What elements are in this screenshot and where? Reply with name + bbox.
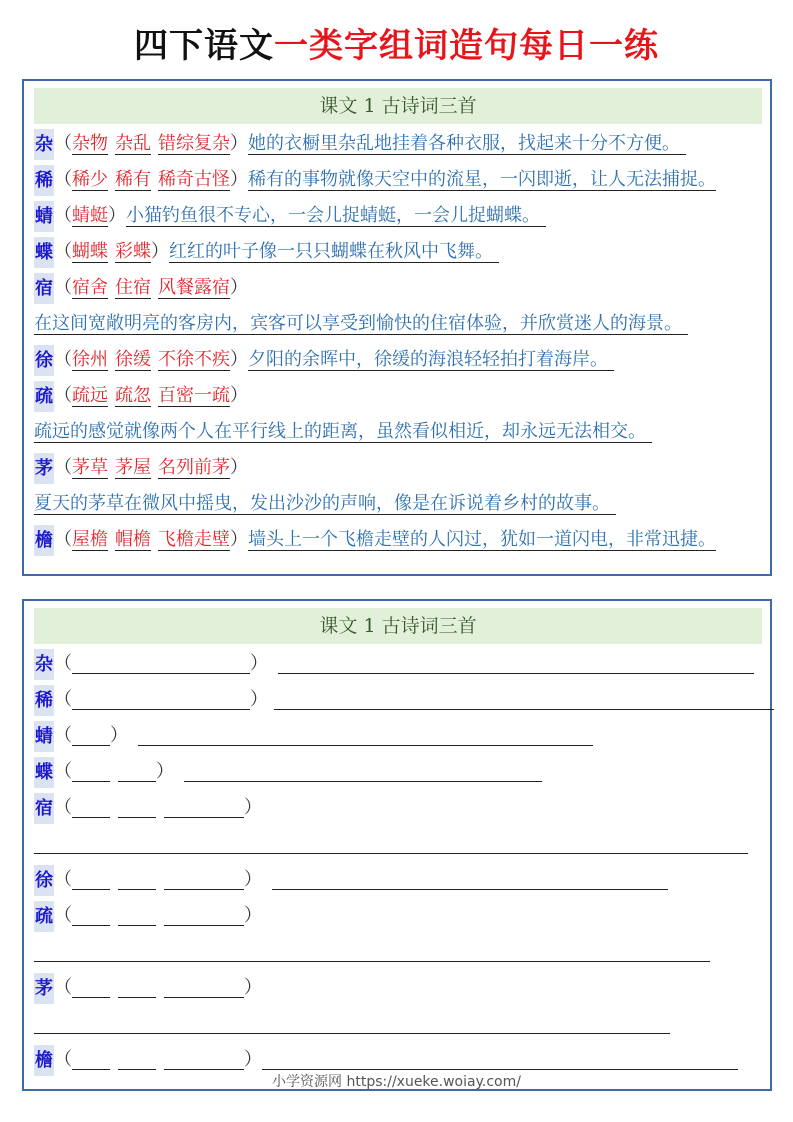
example-sentence: 在这间宽敞明亮的客房内，宾客可以享受到愉快的住宿体验，并欣赏迷人的海景。 [34,313,688,335]
word-blank[interactable] [164,907,244,926]
target-char: 疏 [34,901,54,932]
answer-sentence-row-mao [34,486,770,522]
sentence-blank[interactable] [34,835,748,854]
target-char: 宿 [34,793,54,824]
word: 蝴蝶 [72,241,108,262]
example-sentence: 夕阳的余晖中，徐缓的海浪轻轻拍打着海岸。 [248,349,614,371]
target-char: 蜻 [34,201,54,232]
word-blank[interactable] [72,871,110,890]
answer-row-qing: 蜻（蜻蜓）小猫钓鱼很不专心，一会儿捉蜻蜓，一会儿捉蝴蝶。 [34,198,770,234]
word-blank[interactable] [118,1051,156,1070]
practice-row-xi: 稀（ ） [34,682,770,718]
title-practice-name: 一类字组词造句每日一练 [274,26,659,66]
practice-row-yan: 檐（ ） [34,1042,770,1078]
word: 稀有 [115,169,151,190]
sentence-blank[interactable] [34,1015,670,1034]
answer-row-mao: 茅（茅草 茅屋 名列前茅） [34,450,770,486]
word: 茅屋 [115,457,151,478]
word-blank[interactable] [72,979,110,998]
word: 飞檐走壁 [158,529,230,550]
word-blank[interactable] [72,655,250,674]
answer-panel [22,79,772,576]
target-char: 杂 [34,649,54,680]
target-char: 稀 [34,165,54,196]
answer-sentence-row-su [34,306,770,342]
word-blank[interactable] [118,907,156,926]
sentence-blank[interactable] [274,691,774,710]
word: 错综复杂 [158,133,230,154]
practice-sentence-row-su [34,826,770,862]
sentence-blank[interactable] [262,1051,738,1070]
word: 杂乱 [115,133,151,154]
practice-row-die: 蝶（ ） [34,754,770,790]
example-sentence: 小猫钓鱼很不专心，一会儿捉蜻蜓，一会儿捉蝴蝶。 [126,205,546,227]
word: 帽檐 [115,529,151,550]
word: 风餐露宿 [158,277,230,298]
word: 稀奇古怪 [158,169,230,190]
target-char: 杂 [34,129,54,160]
word-blank[interactable] [164,799,244,818]
word: 宿舍 [72,277,108,298]
word: 杂物 [72,133,108,154]
target-char: 蝶 [34,757,54,788]
word-blank[interactable] [72,799,110,818]
word: 住宿 [115,277,151,298]
example-sentence: 疏远的感觉就像两个人在平行线上的距离，虽然看似相近，却永远无法相交。 [34,421,652,443]
practice-sentence-row-shu [34,934,770,970]
target-char: 徐 [34,345,54,376]
target-char: 檐 [34,525,54,556]
word-blank[interactable] [164,1051,244,1070]
word: 疏忽 [115,385,151,406]
target-char: 稀 [34,685,54,716]
answer-sentence-row-shu [34,414,770,450]
site-watermark: 小学资源网 https://xueke.woiay.com/ [272,1074,521,1090]
example-sentence: 红红的叶子像一只只蝴蝶在秋风中飞舞。 [169,241,499,263]
target-char: 疏 [34,381,54,412]
word-blank[interactable] [118,871,156,890]
word-blank[interactable] [118,799,156,818]
practice-panel [22,599,772,1091]
word: 百密一疏 [158,385,230,406]
practice-row-su: 宿（ ） [34,790,770,826]
word-blank[interactable] [72,1051,110,1070]
practice-row-xu: 徐（ ） [34,862,770,898]
sentence-blank[interactable] [184,763,542,782]
section-heading: 课文 1 古诗词三首 [34,88,762,124]
target-char: 茅 [34,973,54,1004]
word: 名列前茅 [158,457,230,478]
word: 茅草 [72,457,108,478]
target-char: 徐 [34,865,54,896]
answer-row-za: 杂（杂物 杂乱 错综复杂）她的衣橱里杂乱地挂着各种衣服，找起来十分不方便。 [34,126,770,162]
sentence-blank[interactable] [272,871,668,890]
section-heading: 课文 1 古诗词三首 [34,608,762,644]
page-title [0,24,793,68]
sentence-blank[interactable] [34,943,710,962]
practice-row-mao: 茅（ ） [34,970,770,1006]
sentence-blank[interactable] [138,727,593,746]
practice-sentence-row-mao [34,1006,770,1042]
word: 彩蝶 [115,241,151,262]
example-sentence: 墙头上一个飞檐走壁的人闪过，犹如一道闪电，非常迅捷。 [248,529,716,550]
answer-row-xu: 徐（徐州 徐缓 不徐不疾）夕阳的余晖中，徐缓的海浪轻轻拍打着海岸。 [34,342,770,378]
word-blank[interactable] [72,907,110,926]
target-char: 茅 [34,453,54,484]
word: 徐缓 [115,349,151,370]
answer-row-xi: 稀（稀少 稀有 稀奇古怪）稀有的事物就像天空中的流星，一闪即逝，让人无法捕捉。 [34,162,770,198]
target-char: 檐 [34,1045,54,1076]
word-blank[interactable] [72,727,110,746]
word: 不徐不疾 [158,349,230,370]
practice-row-shu: 疏（ ） [34,898,770,934]
target-char: 蝶 [34,237,54,268]
word: 疏远 [72,385,108,406]
example-sentence: 她的衣橱里杂乱地挂着各种衣服，找起来十分不方便。 [248,133,686,155]
title-grade-subject: 四下语文 [134,26,274,66]
answer-row-yan: 檐（屋檐 帽檐 飞檐走壁）墙头上一个飞檐走壁的人闪过，犹如一道闪电，非常迅捷。 [34,522,770,558]
word-blank[interactable] [72,763,110,782]
target-char: 蜻 [34,721,54,752]
word-blank[interactable] [72,691,250,710]
example-sentence: 夏天的茅草在微风中摇曳，发出沙沙的声响，像是在诉说着乡村的故事。 [34,493,616,515]
example-sentence: 稀有的事物就像天空中的流星，一闪即逝，让人无法捕捉。 [248,169,716,190]
answer-row-su: 宿（宿舍 住宿 风餐露宿） [34,270,770,306]
practice-row-qing: 蜻（ ） [34,718,770,754]
word: 稀少 [72,169,108,190]
word-blank[interactable] [118,979,156,998]
answer-row-shu: 疏（疏远 疏忽 百密一疏） [34,378,770,414]
word: 徐州 [72,349,108,370]
word-blank[interactable] [164,871,244,890]
word: 蜻蜓 [72,205,108,226]
word-blank[interactable] [164,979,244,998]
practice-row-za: 杂（ ） [34,646,770,682]
word-blank[interactable] [118,763,156,782]
sentence-blank[interactable] [278,655,754,674]
answer-row-die: 蝶（蝴蝶 彩蝶）红红的叶子像一只只蝴蝶在秋风中飞舞。 [34,234,770,270]
word: 屋檐 [72,529,108,550]
target-char: 宿 [34,273,54,304]
